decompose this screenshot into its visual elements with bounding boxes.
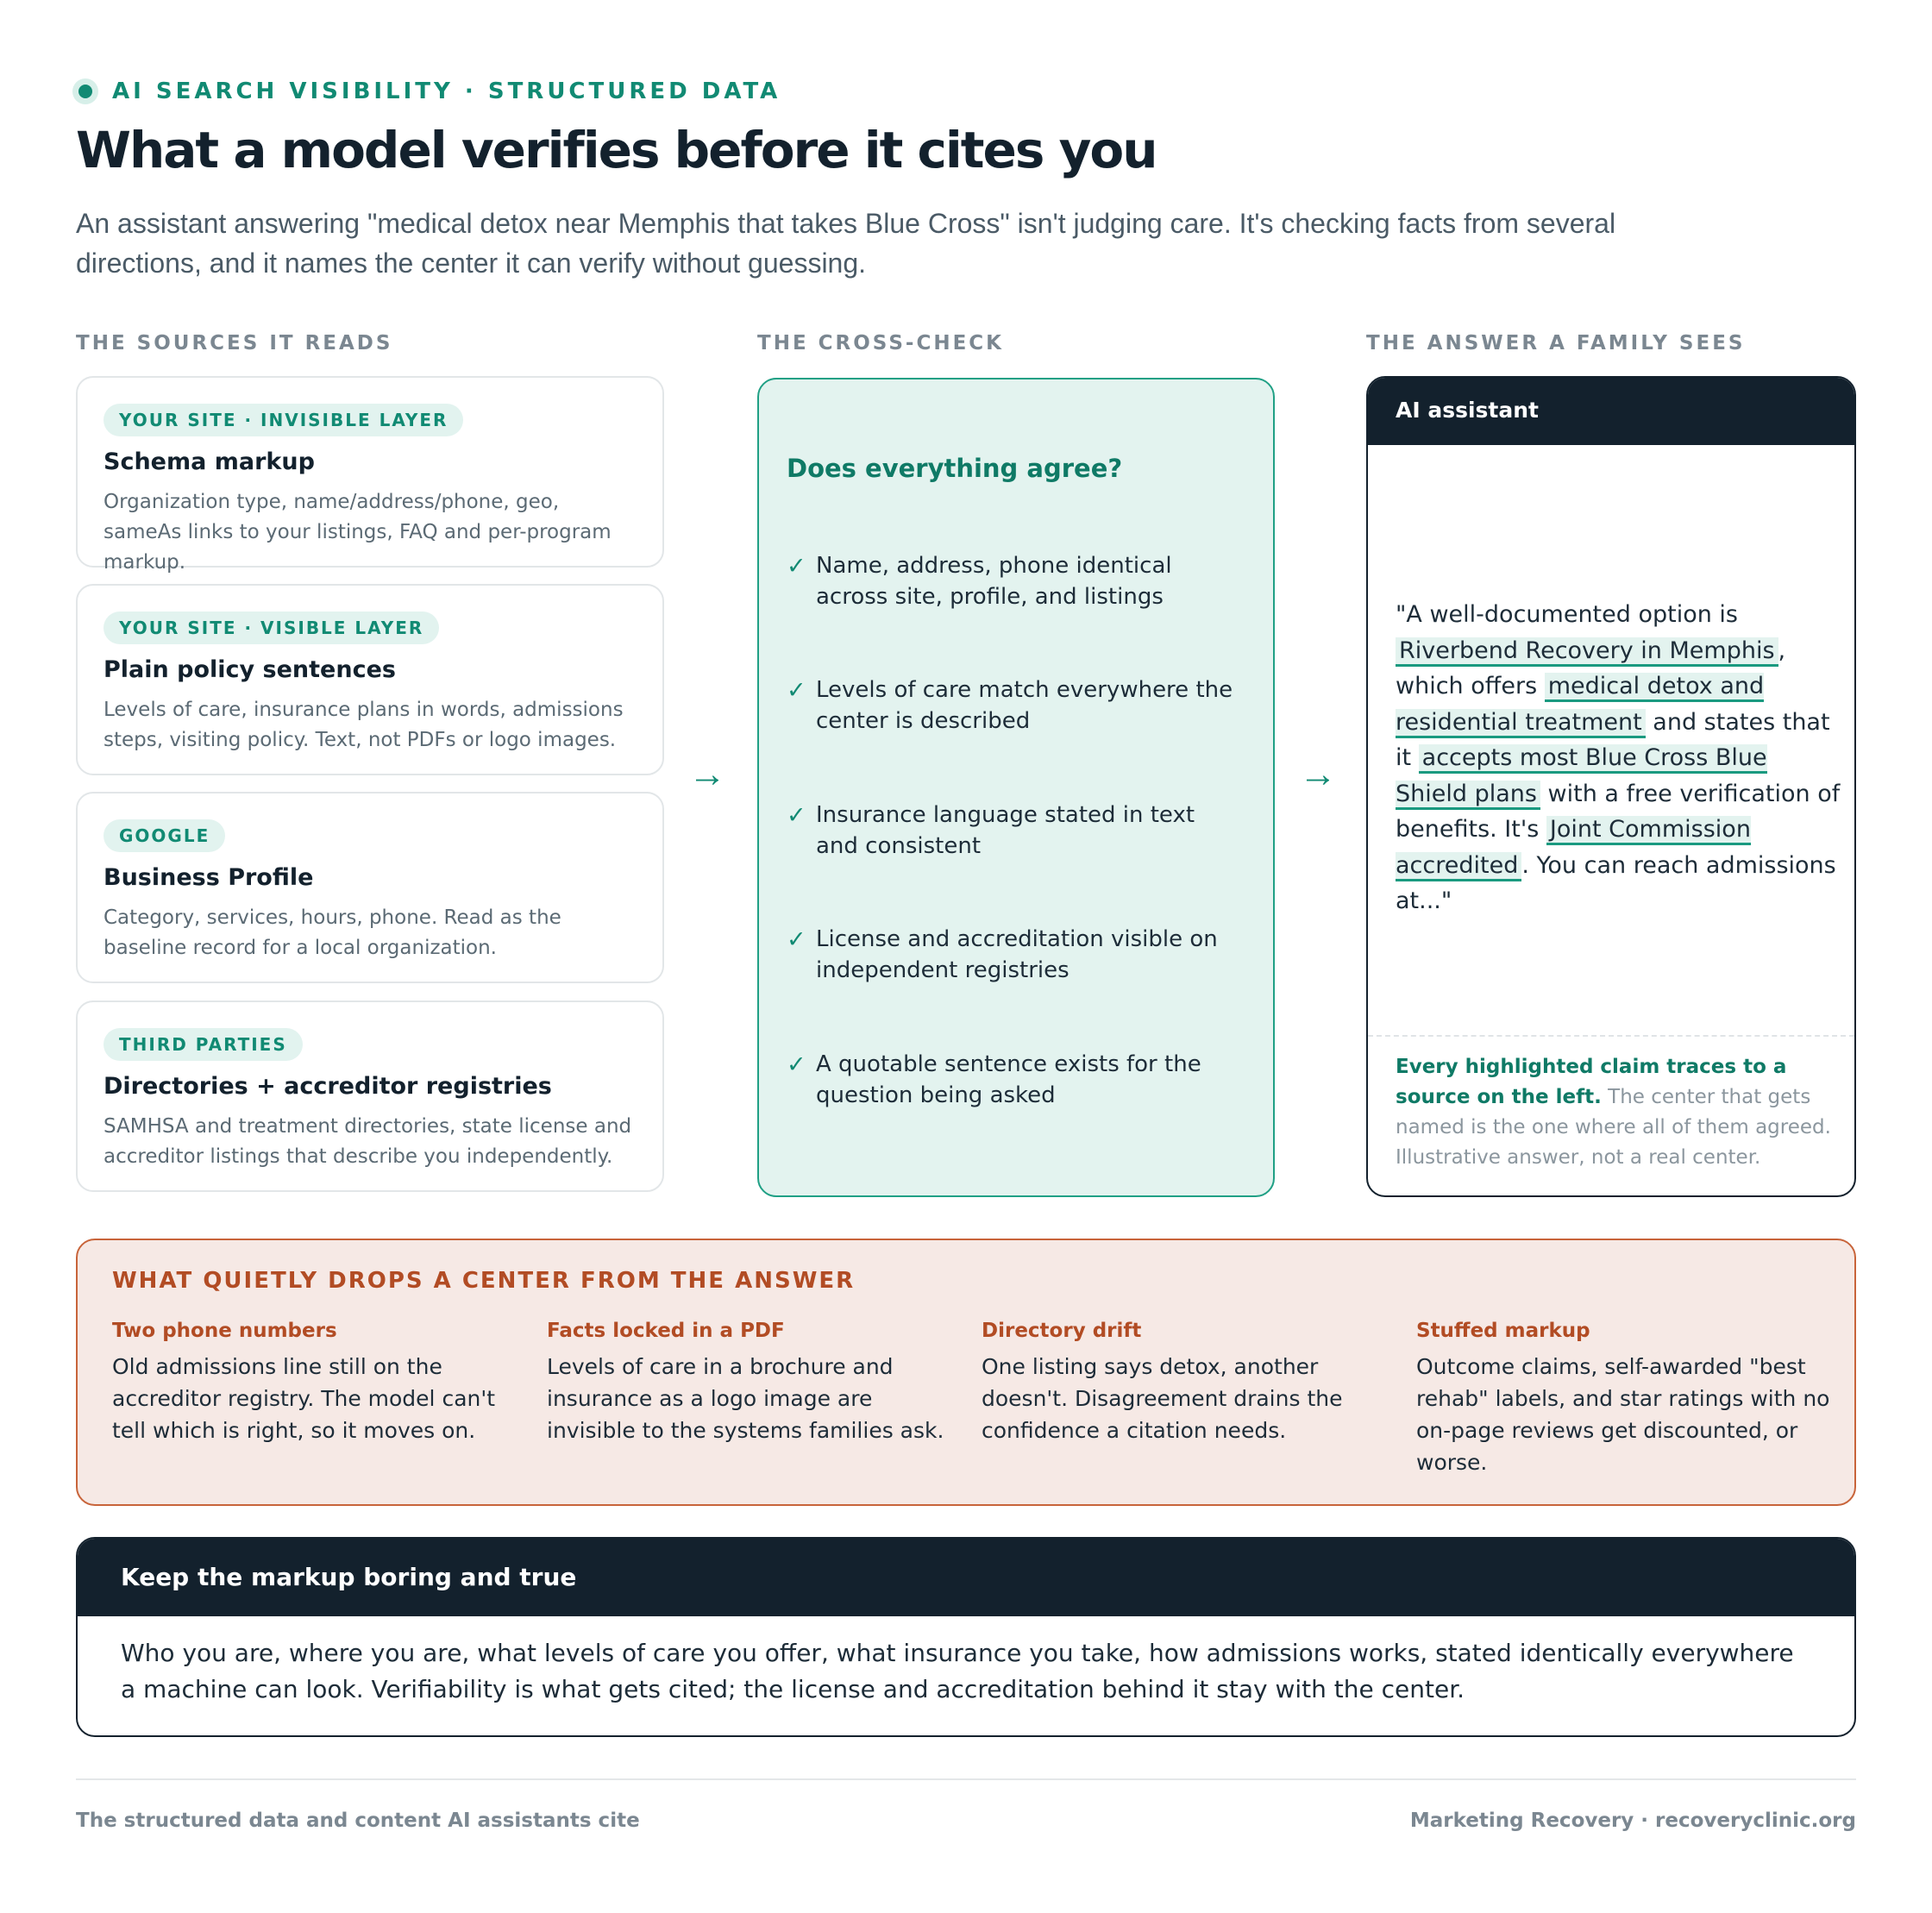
keep-panel [76,1537,1856,1737]
crosscheck-panel [757,378,1275,1197]
answer-note-strong: Every highlighted claim traces to a source on the left. [1396,1056,1787,1108]
drop-item-title: Two phone numbers [112,1320,337,1342]
highlighted-claim: Riverbend Recovery in Memphis [1396,637,1778,667]
source-description: Organization type, name/address/phone, geo, sameAs links to your listings, FAQ and per-program markup. [104,491,612,574]
source-title: Plain policy sentences [104,656,396,683]
dot-icon [72,78,98,104]
drop-item [1416,1320,1830,1478]
check-item [787,550,1244,612]
keep-title: Keep the markup boring and true [78,1539,1854,1616]
source-description: Levels of care, insurance plans in words, admissions steps, visiting policy. Text, not PDFs or logo images. [104,699,624,751]
source-description: SAMHSA and treatment directories, state license and accreditor listings that describe you independently. [104,1115,632,1168]
drop-item-text: Levels of care in a brochure and insurance as a logo image are invisible to the systems families ask. [547,1354,944,1443]
source-description: Category, services, hours, phone. Read as the baseline record for a local organization. [104,906,561,959]
divider [1368,1035,1854,1037]
drop-item-text: Old admissions line still on the accreditor registry. The model can't tell which is right, so it moves on. [112,1354,496,1443]
arrow-right-icon: → [688,753,726,795]
checkmark-icon: ✓ [787,677,806,703]
eyebrow-label: AI SEARCH VISIBILITY · STRUCTURED DATA [112,78,781,104]
source-card-google [76,792,664,983]
quote-text: , which offers [1396,637,1786,699]
page-title: What a model verifies before it cites you [76,121,1157,179]
source-title: Schema markup [104,448,315,475]
crosscheck-title: Does everything agree? [787,454,1123,483]
source-tag: YOUR SITE · VISIBLE LAYER [104,612,439,644]
source-card-third-parties [76,1000,664,1192]
checkmark-icon: ✓ [787,1051,806,1077]
source-tag: THIRD PARTIES [104,1028,303,1061]
answer-column-heading: THE ANSWER A FAMILY SEES [1366,332,1746,354]
checkmark-icon: ✓ [787,553,806,579]
drops-title: WHAT QUIETLY DROPS A CENTER FROM THE ANSWER [112,1268,856,1294]
check-item-text: Levels of care match everywhere the center is described [816,677,1233,734]
source-tag: GOOGLE [104,819,225,852]
drop-item [112,1320,526,1446]
arrow-right-icon: → [1299,753,1337,795]
drop-item-title: Directory drift [982,1320,1142,1342]
quote-text: with a free verification of benefits. It's [1396,780,1841,843]
check-item-text: License and accreditation visible on independent registries [816,926,1218,983]
footer-credit: Marketing Recovery · recoveryclinic.org [1409,1810,1856,1832]
check-item [787,800,1244,862]
source-title: Directories + accreditor registries [104,1073,552,1100]
highlighted-claim: accepts most Blue Cross Blue Shield plans [1396,744,1767,810]
drop-item-text: Outcome claims, self-awarded "best rehab" labels, and star ratings with no on-page reviews get discounted, or worse. [1416,1354,1830,1475]
quote-text: . You can reach admissions at..." [1396,851,1836,914]
checkmark-icon: ✓ [787,926,806,952]
drop-item-title: Stuffed markup [1416,1320,1590,1342]
quote-text: "A well-documented option is [1396,601,1738,628]
crosscheck-column-heading: THE CROSS-CHECK [757,332,1004,354]
checkmark-icon: ✓ [787,802,806,828]
source-tag: YOUR SITE · INVISIBLE LAYER [104,404,463,436]
check-item-text: A quotable sentence exists for the question being asked [816,1051,1201,1108]
answer-panel [1366,376,1856,1197]
answer-header: AI assistant [1368,378,1854,445]
drop-item [982,1320,1396,1446]
answer-note [1396,1052,1844,1173]
answer-note-rest: The center that gets named is the one where all of them agreed. Illustrative answer, not a real center. [1396,1086,1831,1169]
source-card-schema [76,376,664,574]
check-item [787,924,1244,986]
answer-quote [1396,597,1844,919]
drop-item-text: One listing says detox, another doesn't. Disagreement drains the confidence a citation needs. [982,1354,1343,1443]
check-item-text: Name, address, phone identical across site, profile, and listings [816,553,1172,610]
drops-panel [76,1239,1856,1506]
footer-caption: The structured data and content AI assistants cite [76,1810,640,1832]
keep-text: Who you are, where you are, what levels of care you offer, what insurance you take, how admissions works, stated identically everywhere a machine can look. Verifiability is what gets cited; the license and accreditation behind it stay with the center. [121,1639,1794,1703]
highlighted-claim: Joint Commission accredited [1396,816,1751,881]
drop-item-title: Facts locked in a PDF [547,1320,785,1342]
drop-item [547,1320,961,1446]
source-card-policy [76,584,664,775]
source-title: Business Profile [104,864,314,891]
footer-divider [76,1778,1856,1780]
highlighted-claim: medical detox and residential treatment [1396,673,1764,738]
check-item [787,674,1244,737]
quote-text: and states that it [1396,708,1830,771]
intro-text: An assistant answering "medical detox near Memphis that takes Blue Cross" isn't judging care. It's checking facts from several directions, and it names the center it can verify without guessing. [76,208,1616,279]
check-item [787,1049,1244,1111]
sources-column-heading: THE SOURCES IT READS [76,332,393,354]
check-item-text: Insurance language stated in text and consistent [816,802,1195,859]
eyebrow [72,76,781,107]
